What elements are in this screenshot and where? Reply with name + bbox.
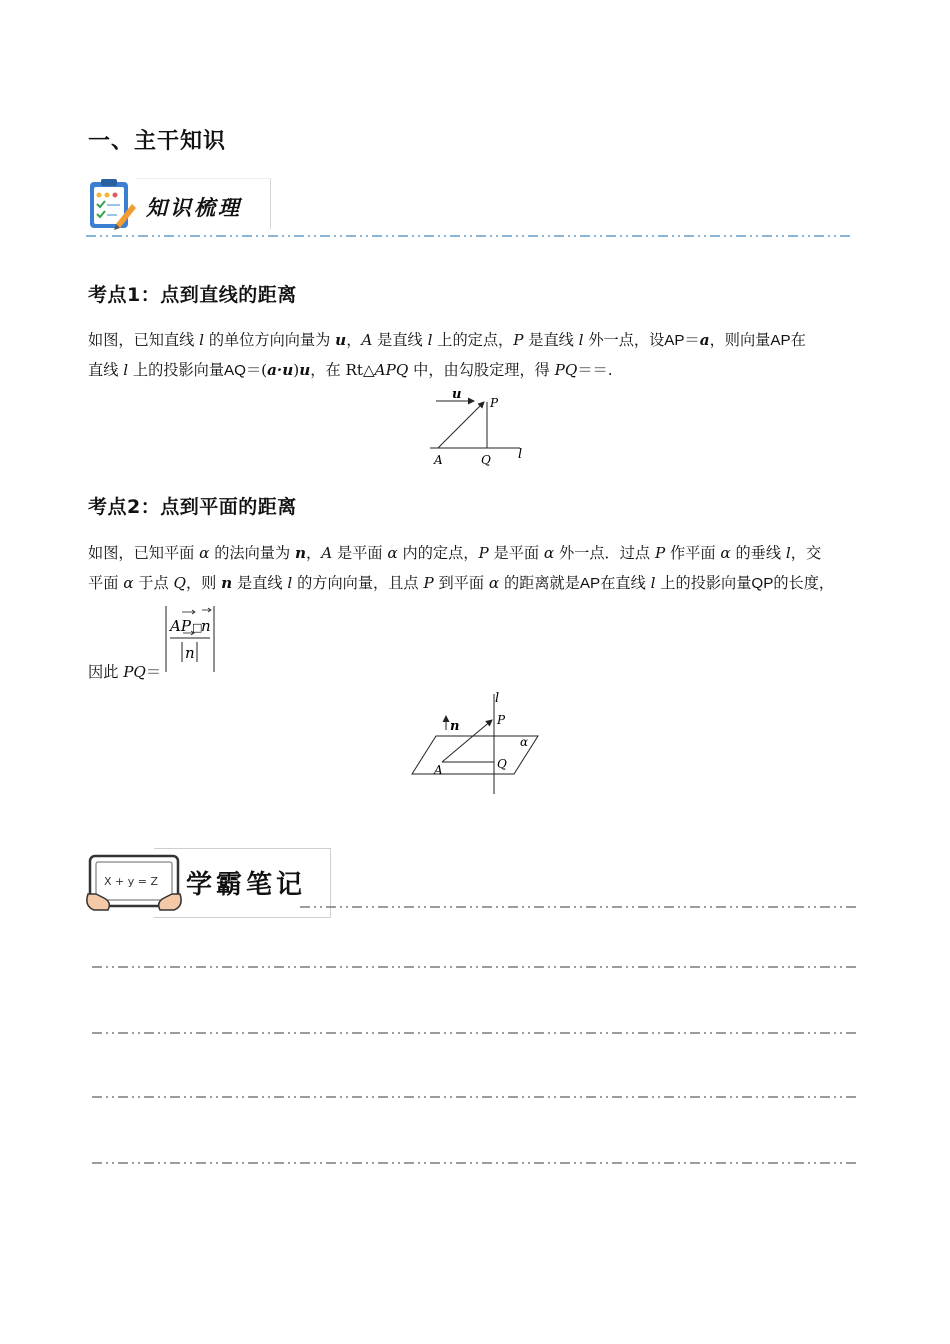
note-line — [92, 1094, 862, 1100]
notes-banner — [86, 846, 336, 918]
frac-num-AP: AP — [170, 617, 191, 635]
kp1-line1: 如图，已知直线 l 的单位方向向量为 u，A 是直线 l 上的定点，P 是直线 l 外一点，设AP＝a，则向量AP在 — [88, 331, 806, 349]
fig1-l-label: l — [518, 447, 523, 462]
tablet-board-text: X + y = Z — [104, 875, 159, 888]
note-line — [92, 964, 862, 970]
frac-den-n: n — [185, 644, 195, 662]
tablet-hands-icon — [86, 854, 182, 918]
kp2-line1: 如图，已知平面 α 的法向量为 n，A 是平面 α 内的定点，P 是平面 α 外一点．过点 P 作平面 α 的垂线 l，交 — [88, 544, 822, 562]
fig1-u-label: u — [452, 387, 462, 402]
fig2-alpha-label: α — [520, 735, 529, 749]
kp1-line2: 直线 l 上的投影向量AQ＝(a·u)u，在 Rt△APQ 中，由勾股定理，得 PQ＝＝. — [88, 361, 613, 379]
kp2-heading: 考点2：点到平面的距离 — [88, 496, 297, 518]
note-line — [92, 1030, 862, 1036]
kp2-line3: 因此 PQ＝ — [88, 663, 162, 681]
note-line — [92, 1160, 862, 1166]
checklist-clipboard-icon — [86, 176, 138, 232]
fig2-n-label: n — [450, 719, 460, 734]
figure-point-line — [420, 384, 530, 470]
fig2-A-label: A — [434, 763, 443, 777]
knowledge-banner — [86, 176, 276, 234]
fig1-A-label: A — [434, 453, 443, 467]
kp1-heading: 考点1：点到直线的距离 — [88, 284, 297, 306]
figure-point-plane — [408, 688, 544, 798]
fig1-Q-label: Q — [481, 453, 491, 467]
fig2-Q-label: Q — [497, 757, 507, 771]
fig2-P-label: P — [497, 713, 506, 727]
fig1-AP — [438, 402, 484, 448]
kp2-line2: 平面 α 于点 Q，则 n 是直线 l 的方向向量，且点 P 到平面 α 的距离就是AP在直线 l 上的投影向量QP的长度， — [88, 574, 835, 592]
divider-line — [86, 234, 852, 238]
frac-num-n: n — [201, 617, 211, 635]
section-title: 一、主干知识 — [88, 129, 227, 154]
distance-formula — [164, 604, 216, 674]
frac-num-box: □ — [192, 621, 203, 634]
note-line — [300, 904, 860, 910]
fig2-l-label: l — [495, 691, 500, 706]
notes-banner-title: 学霸笔记 — [186, 870, 307, 900]
banner-title: 知识梳理 — [146, 195, 242, 220]
fig1-P-label: P — [490, 396, 499, 410]
